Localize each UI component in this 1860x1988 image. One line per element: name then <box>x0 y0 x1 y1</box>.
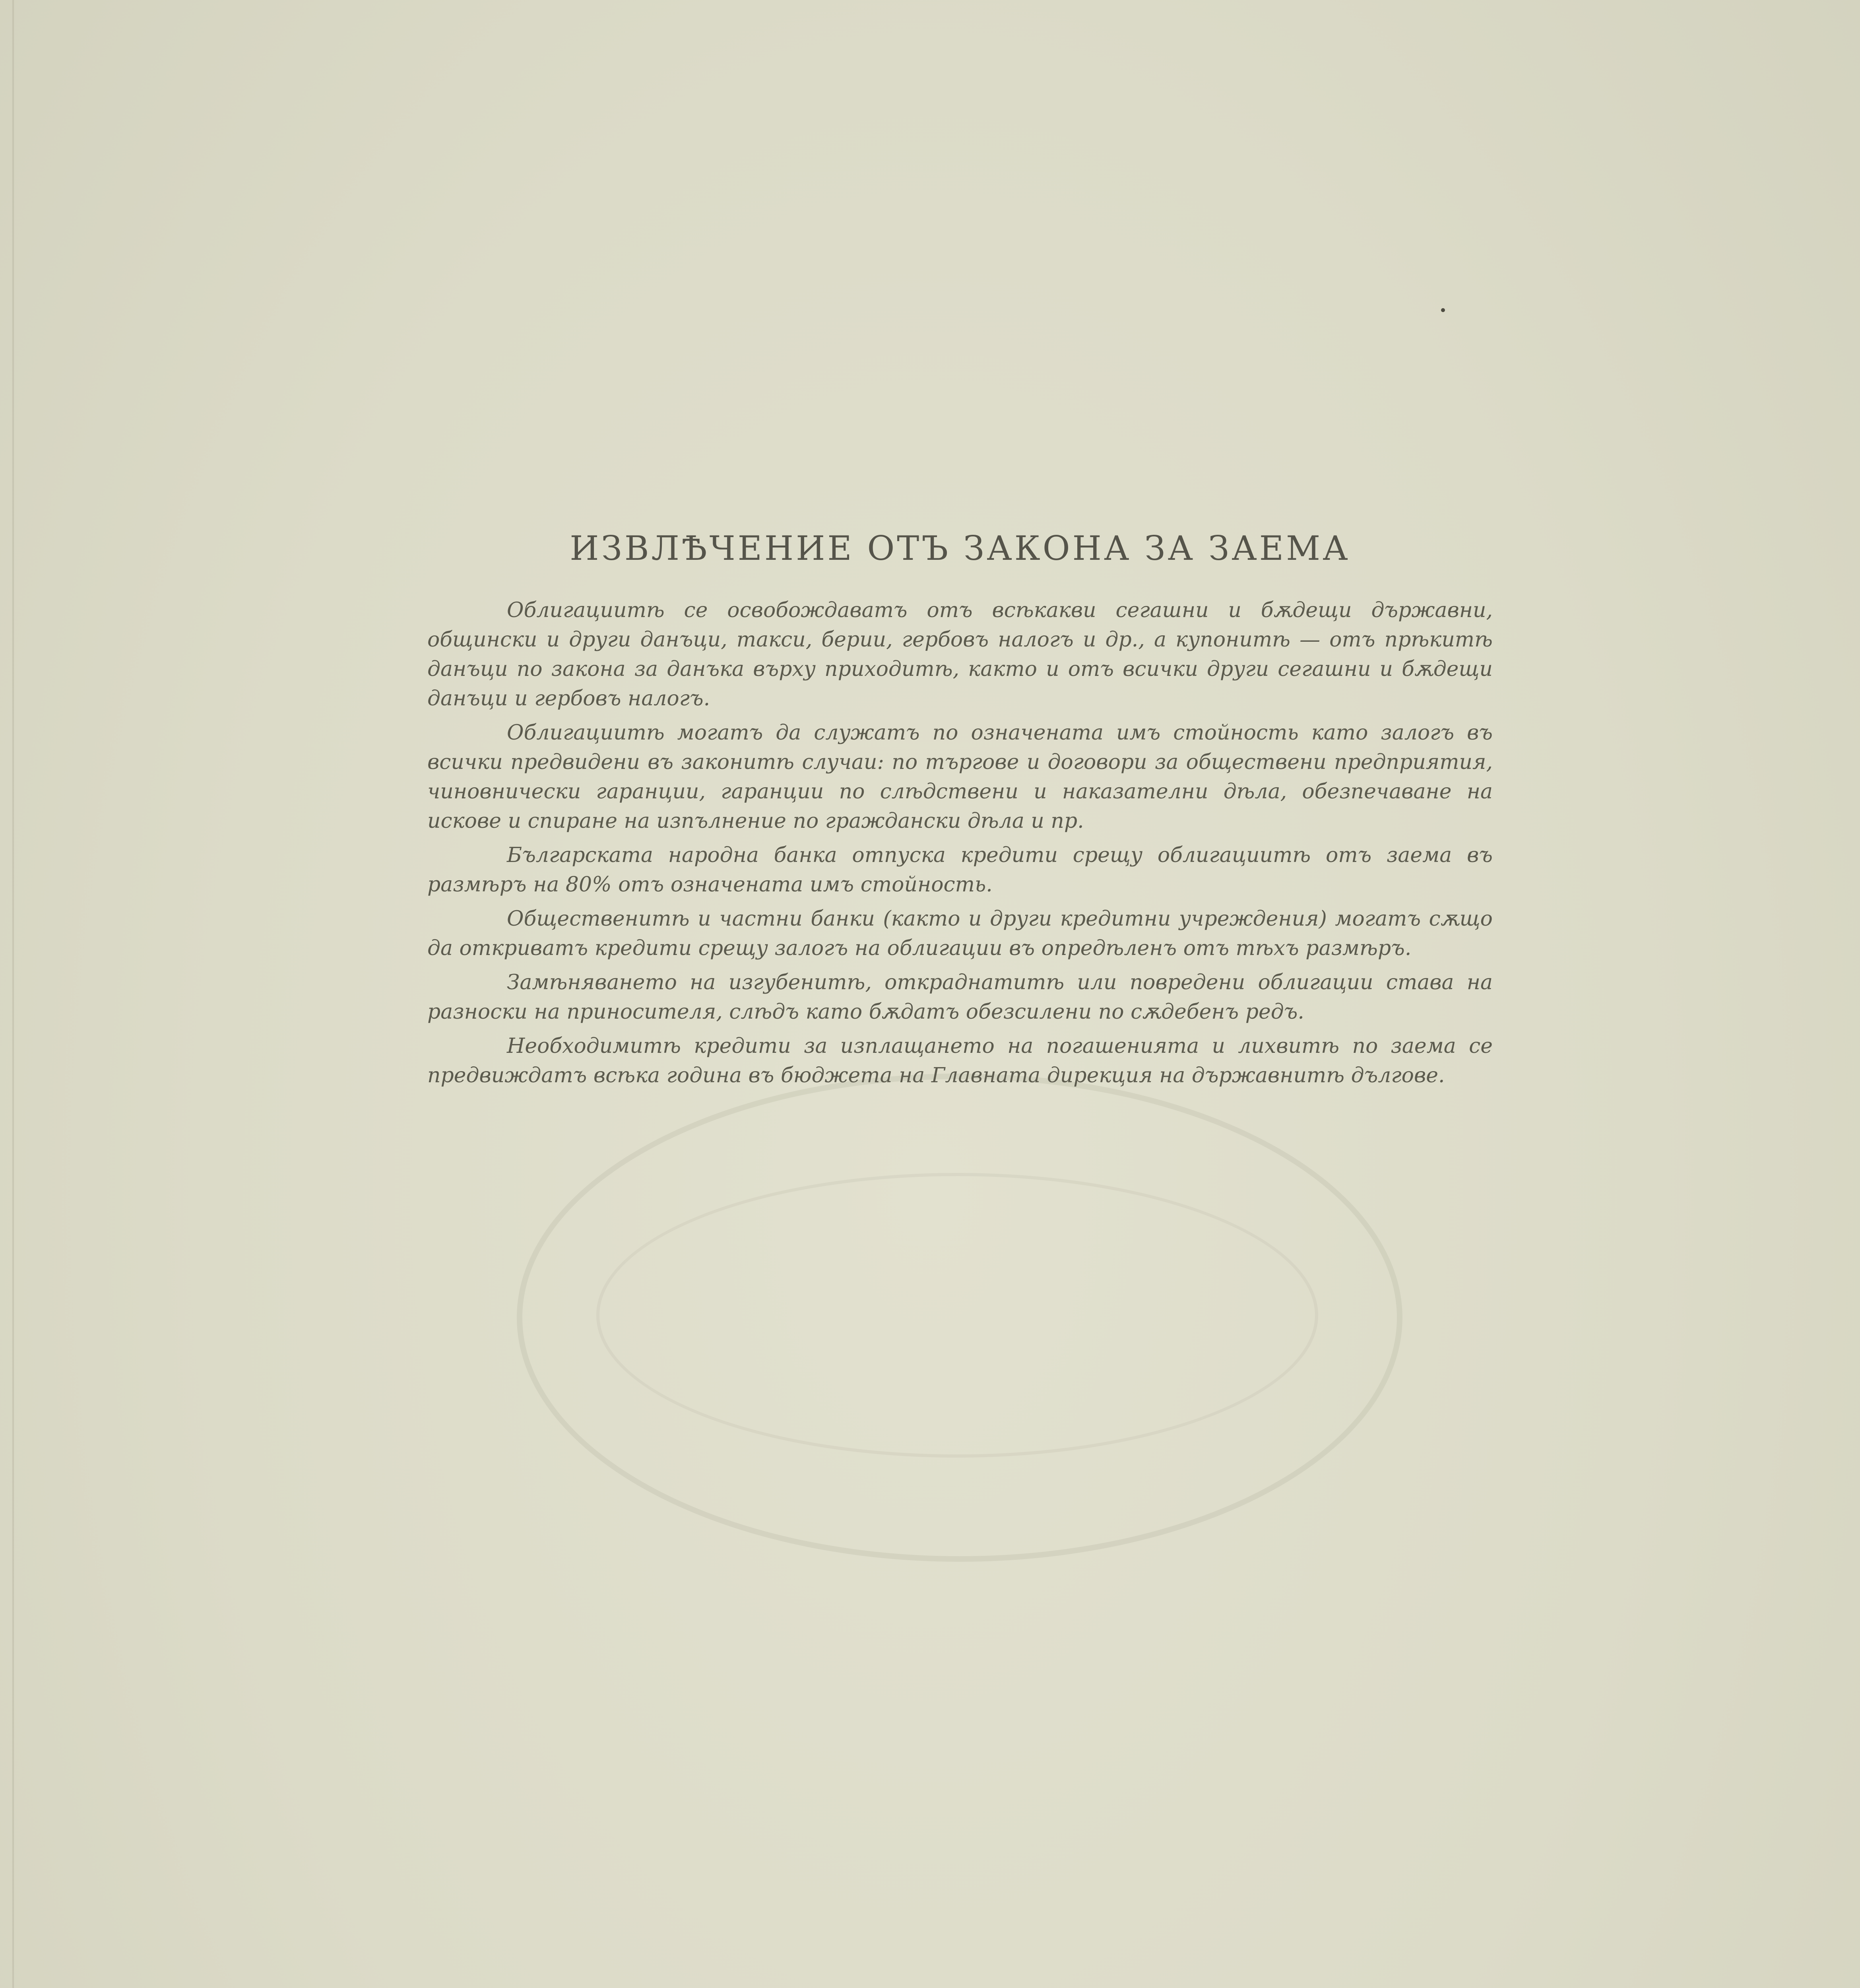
paragraph-private-banks: Общественитѣ и частни банки (както и други кредитни учреждения) могатъ сѫщо да откриватъ кредити срещу залогъ на облигации въ опредѣленъ отъ тѣхъ размѣръ. <box>427 907 1493 960</box>
law-extract <box>427 529 1493 1095</box>
paper-fold-edge <box>12 0 14 1988</box>
paragraph-tax-exemption: Облигациитѣ се освобождаватъ отъ всѣкакви сегашни и бѫдещи държавни, общински и други данъци, такси, берии, гербовъ налогъ и др., а купонитѣ — отъ прѣкитѣ данъци по закона за данъка върху приходитѣ, както и отъ всички други сегашни и бѫдещи данъци и гербовъ налогъ. <box>427 598 1493 711</box>
bleed-through-seal-inner <box>596 1173 1318 1458</box>
paper-speck <box>1441 308 1445 312</box>
paragraph-replacement: Замѣняването на изгубенитѣ, откраднатитѣ или повредени облигации става на разноски на приносителя, слѣдъ като бѫдатъ обезсилени по сѫдебенъ редъ. <box>427 971 1493 1024</box>
document-title: ИЗВЛѢЧЕНИЕ ОТЪ ЗАКОНА ЗА ЗАЕМА <box>570 529 1350 568</box>
paragraph-national-bank-credit: Българската народна банка отпуска кредити срещу облигациитѣ отъ заема въ размѣръ на 80% отъ означената имъ стойность. <box>427 843 1493 897</box>
paragraph-collateral-use: Облигациитѣ могатъ да служатъ по означената имъ стойность като залогъ въ всички предвидени въ законитѣ случаи: по търгове и договори за обществени предприятия, чиновнически гаранции, гаранции по слѣдствени и наказателни дѣла, обезпечаване на искове и спиране на изпълнение по граждански дѣла и пр. <box>427 721 1493 833</box>
paragraph-budget-credits: Необходимитѣ кредити за изплащането на погашенията и лихвитѣ по заема се предвиждатъ всѣка година въ бюджета на Главната дирекция на държавнитѣ дългове. <box>427 1034 1493 1087</box>
